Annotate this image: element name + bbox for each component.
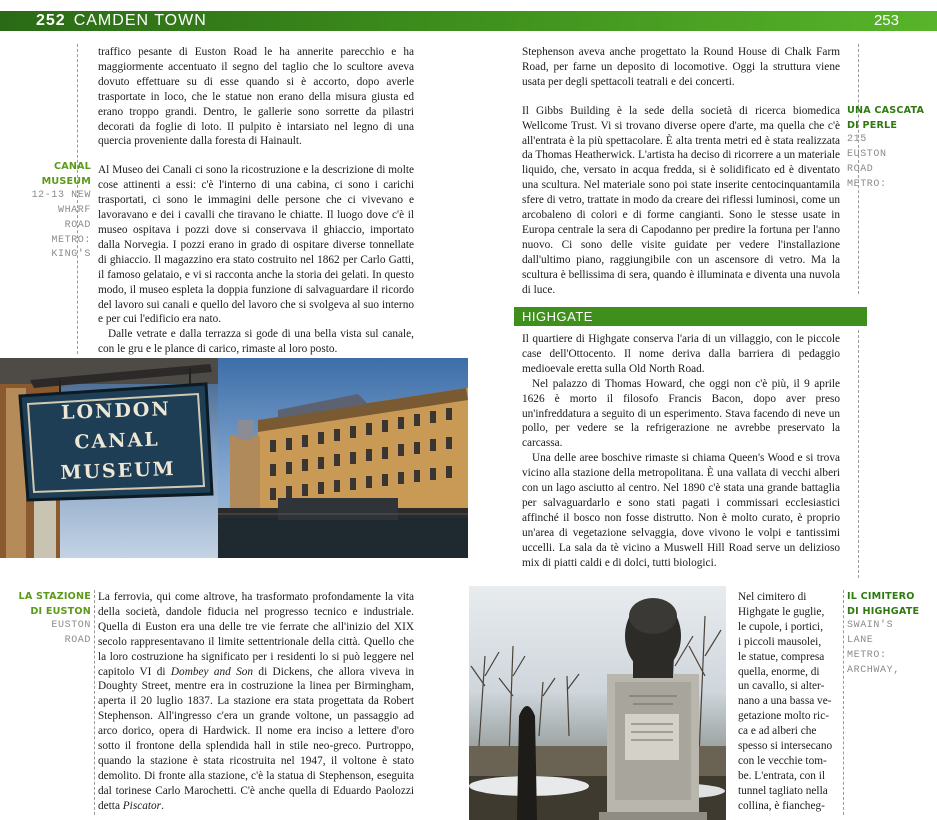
right-page-number: 253 <box>873 12 899 29</box>
paragraph: Dalle vetrate e dalla terrazza si gode di una bella vista sul canale, con le gru e le plance di carico, rimaste al loro posto. <box>98 328 414 356</box>
highgate-cemetery-photo <box>469 586 726 820</box>
cemetery-line: collina, è fiancheg- <box>738 799 825 812</box>
cemetery-line: Nel cimitero di <box>738 591 807 603</box>
euston-heading-line: LA STAZIONE <box>18 591 91 602</box>
cascata-heading-line: UNA CASCATA <box>847 105 925 116</box>
paragraph: Il Gibbs Building è la sede della società di ricerca biomedica Wellcome Trust. Vi si trovano diverse opere d'arte, ma quella che c'è all'entrata è la più spettacolare. È alta trenta metri ed è stata realizzata da Thomas Heatherwick. L'artista ha deciso di ricorrere a un materiale liquido, che, versato in acqua fredda, si è solidificato ed è diventato una scultura. Nel materiale sono poi state inserite centocinquantamila sfere di vetro, trattate in modo da creare dei riflessi luminosi, come un arcobaleno di colori e di forme cangianti. Sono le stesse usate in Europa centrale la sera di Capodanno per predire la fortuna per l'anno nuovo. Ci sono delle visite guidate per vedere l'installazione dall'ultimo piano, raggiungibile con un ascensore di vetro. Ma la scultura è bellissima di sera, quando è illuminata e diventa una nuvola di luce. <box>522 104 840 296</box>
cemetery-line: i piccoli mausolei, <box>738 635 822 648</box>
cemetery-line: ca e ad alberi che <box>738 725 817 738</box>
cimitero-address-line: SWAIN'S <box>847 620 894 632</box>
canal-museum-address-line: KING'S <box>51 249 91 261</box>
left-page-number: 252 <box>36 12 66 29</box>
text-run: . <box>161 799 164 812</box>
cascata-address-line: METRO: <box>847 178 887 190</box>
paragraph: Stephenson aveva anche progettato la Round House di Chalk Farm Road, per farne un deposito di locomotive. Oggi la struttura viene usata per degli spettacoli teatrali e dei concerti. <box>522 46 840 88</box>
cascata-address-line: EUSTON <box>847 149 887 161</box>
euston-address-line: ROAD <box>64 635 91 647</box>
cemetery-line: le statue, compresa <box>738 650 825 663</box>
canal-museum-address-line: METRO: <box>51 234 91 246</box>
cimitero-address-line: METRO: <box>847 649 887 661</box>
canal-museum-heading: CANAL MUSEUM <box>41 161 91 187</box>
right-column-top-text <box>522 45 840 298</box>
left-column-bottom-text <box>98 590 414 814</box>
euston-heading-line: DI EUSTON <box>30 605 91 617</box>
section-heading-highgate: HIGHGATE <box>514 307 867 326</box>
warehouse-photo-art <box>218 358 468 558</box>
cimitero-heading-line: DI HIGHGATE <box>847 605 920 617</box>
sidebar-cascata-di-perle <box>847 104 937 192</box>
cimitero-address-line: LANE <box>847 635 874 647</box>
cascata-address-line: ROAD <box>847 163 874 175</box>
sidebar-cimitero-di-highgate <box>847 590 937 678</box>
sidebar-euston-station <box>8 590 91 649</box>
left-column-top-text <box>98 45 414 357</box>
canal-museum-address-line: ROAD <box>64 219 91 231</box>
left-running-head <box>36 11 207 31</box>
text-run: La ferrovia, qui come altrove, ha trasformato profondamente la vita della società, dandole fiducia nel progresso tecnico e industriale. Quella di Euston era una delle tre vie ferrate che all'inizio del XIX secolo rappresentavano il limite settentrionale della città. Quello che la loro costruzione ha significato per i residenti lo si può leggere nel capitolo VI di <box>98 591 414 678</box>
canal-museum-address-line: WHARF <box>57 205 91 217</box>
sign-line: LONDON <box>60 398 172 424</box>
cimitero-heading-line: IL CIMITERO <box>847 591 915 602</box>
sign-line: CANAL <box>73 428 161 454</box>
cemetery-line: spesso si intersecano <box>738 740 833 753</box>
sidebar-canal-museum <box>8 160 91 263</box>
sign-text <box>30 393 203 489</box>
cemetery-line: un cavallo, si alter- <box>738 680 825 693</box>
paragraph: Al Museo dei Canali ci sono la ricostruzione e la descrizione di molte cose attinenti a essi: c'è l'interno di una cabina, ci sono i carichi trasportati, ci sono le immagini delle persone che ci vivevano e lavoravano e dei i cavalli che tiravano le chiatte. Il luogo dove c'è il museo ospitava i pozzi dove si conservava il ghiaccio, importato dalla Norvegia. I pozzi erano in grado di ospitare diverse tonnellate di ghiaccio. Il magazzino era stato costruito nel 1862 per Carlo Gatti, il famoso gelataio, e vi si racconta anche la storia dei gelati. In questo modo, il museo espleta la doppia funzione di salvaguardare il ricordo del lavoro sui canali e quello del lavoro che si svolgeva al suo interno e per cui l'edificio era nato. <box>98 164 414 326</box>
cemetery-text <box>738 590 840 814</box>
sign-line: MUSEUM <box>59 457 177 484</box>
cemetery-line: Highgate le guglie, <box>738 605 825 618</box>
right-margin-rule-mid <box>858 330 859 578</box>
right-column-highgate-text <box>522 332 840 571</box>
paragraph: Nel palazzo di Thomas Howard, che oggi non c'è più, il 9 aprile 1626 è morto il filosofo Francis Bacon, dopo aver preso un'infreddatura a seguito di un esperimento. Stava facendo di neve un pollo, per vedere se la refrigerazione ne avrebbe preservato la carcassa. <box>522 377 840 450</box>
cemetery-line: con le vecchie tom- <box>738 754 827 767</box>
page-header-bar <box>0 11 937 31</box>
canal-warehouse-photo <box>218 358 468 558</box>
cemetery-line: quella, enorme, di <box>738 665 820 678</box>
cascata-address-line: 215 <box>847 134 867 146</box>
cemetery-line: le cupole, i portici, <box>738 620 824 633</box>
cemetery-photo-art <box>469 586 726 820</box>
paragraph <box>98 590 414 814</box>
artwork-title: Piscator <box>122 799 162 812</box>
canal-museum-sign-photo <box>0 358 218 558</box>
right-margin-rule-bottom <box>843 590 844 815</box>
text-run: di Dickens, che allora viveva in Doughty Street, mentre era in costruzione la linea per Birmingham, aperta il 20 luglio 1837. La stazione era stata progettata da Robert Stephenson. All'ingresso c'era un grande voltone, un passaggio ad arco dorico, opera di Hardwick. Il nome era inciso a lettere d'oro sotto il frontone della splendida hall in stile neo-greco. Purtroppo, quando la stazione è stata ricostruita nel 1947, il voltone è stato demolito. Di fronte alla stazione, c'è la statua di Stephenson, eseguita dal torinese Carlo Marochetti. C'è anche quella di Eduardo Paolozzi detta <box>98 665 414 812</box>
canal-museum-address-line: 12-13 NEW <box>31 190 91 202</box>
cimitero-address-line: ARCHWAY, <box>847 664 900 676</box>
cemetery-line: be. L'entrata, con il <box>738 769 826 782</box>
book-title: Dombey and Son <box>170 665 254 678</box>
cemetery-line: getazione molto ric- <box>738 710 829 723</box>
paragraph: traffico pesante di Euston Road le ha annerite parecchio e ha maggiormente accentuato il segno del taglio che lo scultore aveva dovuto effettuare su di esse quando si è accorto, dopo averle trasportate in loco, che le statue non erano della misura giusta ed erano troppo grandi. Dentro, le gallerie sono sorrette da pilastri decorati da foglie di loto. Il pulpito è intarsiato nel legno di una quercia proveniente dalla foresta di Hainault. <box>98 46 414 148</box>
cemetery-line: nano a una bassa ve- <box>738 695 832 708</box>
left-margin-rule-bottom <box>94 590 95 815</box>
chapter-title: CAMDEN TOWN <box>73 12 207 29</box>
euston-address-line: EUSTON <box>51 620 91 632</box>
paragraph: Una delle aree boschive rimaste si chiama Queen's Wood e si trova vicino alla stazione della metropolitana. È una vallata di vecchi alberi con un lago asciutto al centro. Nel 1890 c'è stata una grande battaglia per salvaguardarlo e sono stati pagati i commissari ecclesiastici affinché il bosco non fosse distrutto. Non è molto curato, è proprio un'area di vegetazione selvaggia, dove vivono le volpi e tantissimi uccelli. La sala da tè vicino a Muswell Hill Road serve un delizioso mix di piatti caldi e di dolci, tutti biologici. <box>522 452 840 569</box>
paragraph: Il quartiere di Highgate conserva l'aria di un villaggio, con le piccole case dell'Ottocento. Il nome deriva dalla barriera di pedaggio medioevale eretta sulla Old North Road. <box>522 333 840 375</box>
cascata-heading-line: DI PERLE <box>847 119 898 131</box>
cemetery-line: tunnel tagliato nella <box>738 784 828 797</box>
